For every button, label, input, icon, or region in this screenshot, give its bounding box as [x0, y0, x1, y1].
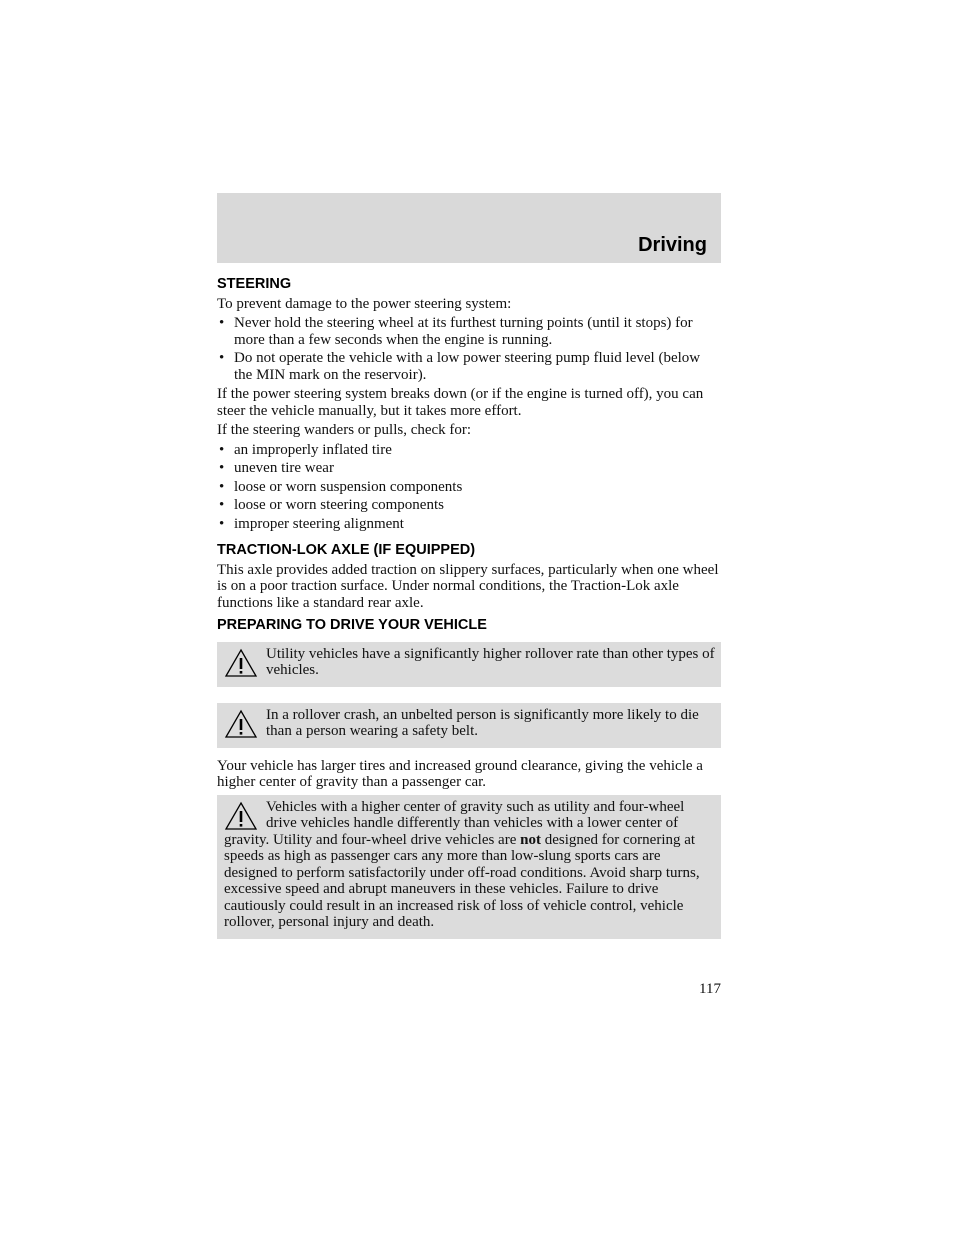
page-content [217, 276, 721, 955]
list-item: • loose or worn steering components [217, 497, 721, 514]
page-number: 117 [699, 981, 721, 997]
steering-wanders-text: If the steering wanders or pulls, check for: [217, 422, 472, 438]
warning-triangle-icon [224, 648, 258, 678]
warning-text: designed for cornering at speeds as high as passenger cars any more than low-slung sports cars are designed to perform satisfactorily under off-road conditions. Avoid sharp turns, excessive speed and abrupt maneuvers in these vehicles. Failure to drive cautiously could result in an increased risk of loss of vehicle control, vehicle rollover, personal injury and death. [224, 831, 700, 930]
preparing-heading: PREPARING TO DRIVE YOUR VEHICLE [217, 617, 487, 633]
steering-breakdown-text: If the power steering system breaks down (or if the engine is turned off), you can steer the vehicle manually, but it takes more effort. [217, 386, 704, 419]
warning-triangle-icon [224, 709, 258, 739]
warning-text: Vehicles with a higher center of gravity such as utility and four-wheel drive vehicles handle differently than vehicles with a lower center of gravity. Utility and four-wheel drive vehicles are [224, 798, 685, 848]
steering-bullets [217, 315, 721, 383]
traction-heading: TRACTION-LOK AXLE (IF EQUIPPED) [217, 542, 476, 558]
warning-box-rollover-rate [217, 642, 721, 687]
warning-box-unbelted [217, 703, 721, 748]
list-item: • uneven tire wear [217, 460, 721, 477]
list-item: • Do not operate the vehicle with a low power steering pump fluid level (below the MIN mark on the reservoir). [217, 350, 721, 383]
section-title: Driving [638, 234, 707, 256]
steering-intro: To prevent damage to the power steering system: [217, 295, 512, 312]
list-item: • Never hold the steering wheel at its furthest turning points (until it stops) for more than a few seconds when the engine is running. [217, 315, 721, 348]
list-item: • improper steering alignment [217, 516, 721, 533]
traction-body: This axle provides added traction on slippery surfaces, particularly when one wheel is on a poor traction surface. Under normal conditions, the Traction-Lok axle functions like a standard rear axle. [217, 561, 719, 611]
warning-text: In a rollover crash, an unbelted person is significantly more likely to die than a person wearing a safety belt. [266, 706, 699, 739]
warning-text: Utility vehicles have a significantly higher rollover rate than other types of vehicles. [266, 645, 715, 678]
list-item: • an improperly inflated tire [217, 442, 721, 459]
warning-triangle-icon [224, 801, 258, 831]
list-item: • loose or worn suspension components [217, 479, 721, 496]
warning-emphasis: not [520, 831, 541, 848]
warning-box-handling [217, 795, 721, 939]
steering-check-list [217, 442, 721, 533]
section-header-band [217, 193, 721, 263]
center-of-gravity-text: Your vehicle has larger tires and increased ground clearance, giving the vehicle a higher center of gravity than a passenger car. [217, 757, 703, 790]
steering-heading: STEERING [217, 276, 292, 292]
